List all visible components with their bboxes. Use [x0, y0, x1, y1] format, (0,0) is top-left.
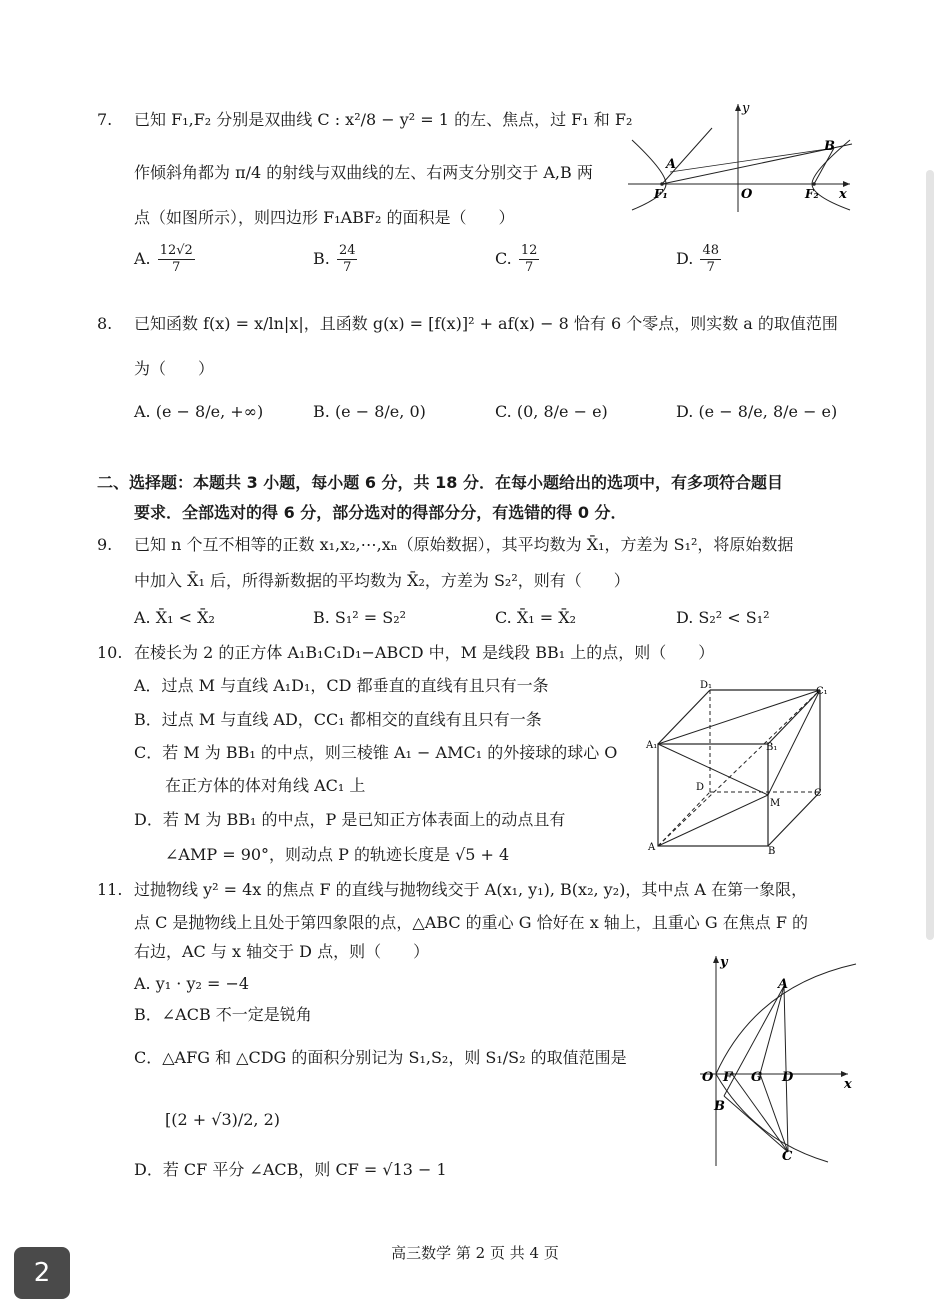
- q11-parabola-figure: [696, 950, 862, 1170]
- q7-fig-label-x: x: [839, 187, 847, 202]
- q7-fig-label-f2: F₂: [805, 187, 819, 201]
- q11-line2: 点 C 是抛物线上且处于第四象限的点，△ABC 的重心 G 恰好在 x 轴上，且重心 G 在焦点 F 的: [134, 913, 809, 932]
- q11-fig-label-f: F: [723, 1070, 733, 1085]
- q10-option-c-cont: 在正方体的体对角线 AC₁ 上: [165, 776, 366, 795]
- q11-option-c-range: [(2 + √3)/2, 2): [165, 1110, 281, 1129]
- q8-option-b[interactable]: B. (e − 8/e, 0): [313, 402, 426, 421]
- q10-fig-label-c1: C₁: [816, 686, 828, 697]
- q7-hyperbola-figure: [628, 100, 856, 215]
- q7-fig-label-y: y: [742, 101, 750, 116]
- q9-line2: 中加入 X̄₁ 后，所得新数据的平均数为 X̄₂，方差为 S₂²，则有（ ）: [134, 571, 630, 590]
- q11-fig-label-x: x: [844, 1077, 852, 1092]
- q8-option-d[interactable]: D. (e − 8/e, 8/e − e): [676, 402, 838, 421]
- q11-number: 11.: [97, 880, 123, 899]
- page-footer: 高三数学 第 2 页 共 4 页: [391, 1244, 559, 1262]
- q11-line3: 右边，AC 与 x 轴交于 D 点，则（ ）: [134, 942, 430, 961]
- q8-number: 8.: [97, 314, 113, 333]
- q10-option-c[interactable]: C．若 M 为 BB₁ 的中点，则三棱锥 A₁ − AMC₁ 的外接球的球心 O: [134, 743, 618, 762]
- q11-option-d[interactable]: D．若 CF 平分 ∠ACB，则 CF = √13 − 1: [134, 1160, 447, 1179]
- q10-cube-figure: [644, 676, 834, 856]
- q11-line1: 过抛物线 y² = 4x 的焦点 F 的直线与抛物线交于 A(x₁, y₁), B(x₂, y₂)，其中点 A 在第一象限，: [134, 880, 808, 899]
- q8-line2: 为（ ）: [134, 359, 215, 378]
- q7-number: 7.: [97, 110, 113, 129]
- q7-line1: 已知 F₁,F₂ 分别是双曲线 C : x²/8 − y² = 1 的左、焦点，过 F₁ 和 F₂: [134, 110, 633, 129]
- q10-option-b[interactable]: B．过点 M 与直线 AD，CC₁ 都相交的直线有且只有一条: [134, 710, 542, 729]
- q7-line2: 作倾斜角都为 π/4 的射线与双曲线的左、右两支分别交于 A,B 两: [134, 163, 593, 182]
- q7-option-c[interactable]: C. $\frac{12}{7}$: [495, 243, 538, 275]
- q8-line1: 已知函数 f(x) = x/ln|x|，且函数 g(x) = [f(x)]² + af(x) − 8 恰有 6 个零点，则实数 a 的取值范围: [134, 314, 838, 333]
- q10-option-d-cont: ∠AMP = 90°，则动点 P 的轨迹长度是 √5 + 4: [165, 845, 510, 864]
- section2-heading-line1: 二、选择题：本题共 3 小题，每小题 6 分，共 18 分．在每小题给出的选项中，有多项符合题目: [97, 473, 783, 492]
- q9-option-b[interactable]: B. S₁² = S₂²: [313, 608, 407, 627]
- q9-option-a[interactable]: A. X̄₁ < X̄₂: [134, 608, 215, 627]
- q9-option-d[interactable]: D. S₂² < S₁²: [676, 608, 770, 627]
- q10-fig-label-b1: B₁: [766, 742, 778, 753]
- scrollbar[interactable]: [926, 170, 934, 940]
- q8-option-c[interactable]: C. (0, 8/e − e): [495, 402, 608, 421]
- page-number-badge: 2: [14, 1247, 70, 1299]
- q10-fig-label-d1: D₁: [700, 680, 713, 691]
- q7-fig-label-o: O: [741, 187, 753, 202]
- q10-fig-label-c: C: [814, 788, 822, 799]
- q11-fig-label-y: y: [720, 955, 728, 970]
- section2-heading-line2: 要求．全部选对的得 6 分，部分选对的得部分分，有选错的得 0 分．: [134, 503, 627, 522]
- q7-option-a[interactable]: A. $\frac{12√2}{7}$: [134, 243, 193, 275]
- q7-option-b[interactable]: B. $\frac{24}{7}$: [313, 243, 356, 275]
- q9-option-c[interactable]: C. X̄₁ = X̄₂: [495, 608, 577, 627]
- q7-line3: 点（如图所示），则四边形 F₁ABF₂ 的面积是（ ）: [134, 208, 515, 227]
- q10-fig-label-d: D: [696, 782, 705, 793]
- q7-fig-label-f1: F₁: [654, 187, 668, 201]
- q10-fig-label-a: A: [648, 842, 656, 853]
- q11-fig-label-a: A: [778, 977, 789, 992]
- q7-option-d[interactable]: D. $\frac{48}{7}$: [676, 243, 719, 275]
- q11-option-c[interactable]: C．△AFG 和 △CDG 的面积分别记为 S₁,S₂，则 S₁/S₂ 的取值范围是: [134, 1048, 627, 1067]
- q8-option-a[interactable]: A. (e − 8/e, +∞): [134, 402, 264, 421]
- q11-fig-label-c: C: [782, 1149, 793, 1164]
- q11-fig-label-b: B: [714, 1099, 725, 1114]
- q11-option-a[interactable]: A. y₁ · y₂ = −4: [134, 974, 250, 993]
- q11-option-b[interactable]: B．∠ACB 不一定是锐角: [134, 1005, 312, 1024]
- q11-fig-label-o: O: [702, 1070, 714, 1085]
- q10-fig-label-a1: A₁: [646, 740, 658, 751]
- q11-fig-label-g: G: [751, 1070, 763, 1085]
- q9-number: 9.: [97, 535, 113, 554]
- q9-line1: 已知 n 个互不相等的正数 x₁,x₂,⋯,xₙ（原始数据），其平均数为 X̄₁，方差为 S₁²，将原始数据: [134, 535, 794, 554]
- q7-fig-label-a: A: [666, 157, 677, 172]
- q10-fig-label-m: M: [770, 798, 781, 809]
- q10-number: 10.: [97, 643, 123, 662]
- q10-line1: 在棱长为 2 的正方体 A₁B₁C₁D₁−ABCD 中，M 是线段 BB₁ 上的点，则（ ）: [134, 643, 715, 662]
- q10-option-d[interactable]: D．若 M 为 BB₁ 的中点，P 是已知正方体表面上的动点且有: [134, 810, 566, 829]
- q10-option-a[interactable]: A．过点 M 与直线 A₁D₁，CD 都垂直的直线有且只有一条: [134, 676, 549, 695]
- q7-fig-label-b: B: [824, 139, 835, 154]
- q10-fig-label-b: B: [768, 846, 776, 856]
- q11-fig-label-d: D: [782, 1070, 794, 1085]
